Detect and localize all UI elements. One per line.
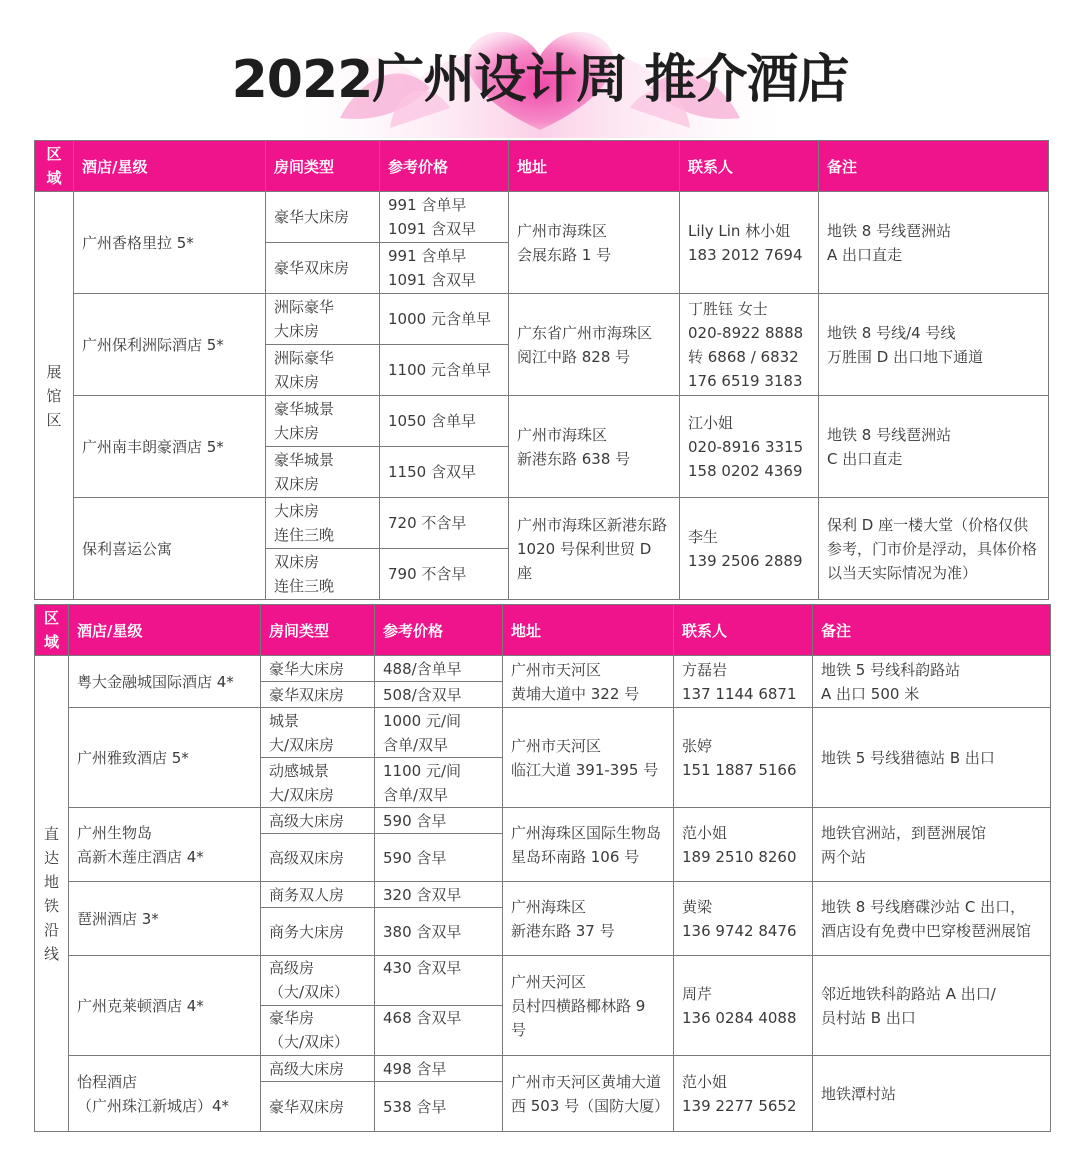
room-price: 320 含双早 [375,882,503,908]
header-price: 参考价格 [375,605,503,656]
room-type: 高级大床房 [261,808,375,834]
address: 广州市海珠区新港东路 1020 号保利世贸 D 座 [509,498,680,600]
hotel-name: 广州保利洲际酒店 5* [74,294,266,396]
header-hotel: 酒店/星级 [69,605,261,656]
contact: 范小姐 189 2510 8260 [674,808,813,882]
hotel-name: 怡程酒店 （广州珠江新城店）4* [69,1056,261,1132]
address: 广州市海珠区 会展东路 1 号 [509,192,680,294]
note: 地铁 8 号线/4 号线 万胜围 D 出口地下通道 [819,294,1049,396]
header-region: 区域 [35,605,69,656]
contact: 张婷 151 1887 5166 [674,708,813,808]
room-type: 豪华双床房 [261,682,375,708]
note: 保利 D 座一楼大堂（价格仅供参考，门市价是浮动，具体价格以当天实际情况为准） [819,498,1049,600]
contact: 方磊岩 137 1144 6871 [674,656,813,708]
header-hotel: 酒店/星级 [74,141,266,192]
hotel-name: 广州雅致酒店 5* [69,708,261,808]
hotel-name: 广州南丰朗豪酒店 5* [74,396,266,498]
page-title: 2022广州设计周 推介酒店 [231,50,849,110]
table-row [35,882,1051,908]
note: 地铁 5 号线科韵路站 A 出口 500 米 [813,656,1051,708]
header-room-type: 房间类型 [266,141,380,192]
room-price: 488/含单早 [375,656,503,682]
room-type: 洲际豪华 大床房 [266,294,380,345]
room-type: 豪华房 （大/双床） [261,1006,375,1056]
contact: 李生 139 2506 2889 [680,498,819,600]
room-type: 豪华双床房 [266,243,380,294]
room-price: 430 含双早 [375,956,503,1006]
note: 地铁 8 号线琶洲站 A 出口直走 [819,192,1049,294]
room-type: 豪华城景 双床房 [266,447,380,498]
room-type: 动感城景 大/双床房 [261,758,375,808]
room-price: 1150 含双早 [380,447,509,498]
region-cell: 直达地铁沿线 [35,656,69,1132]
table-header-row [35,605,1051,656]
header-note: 备注 [813,605,1051,656]
room-price: 790 不含早 [380,549,509,600]
header-contact: 联系人 [674,605,813,656]
contact: 丁胜钰 女士 020-8922 8888 转 6868 / 6832 176 6519 3183 [680,294,819,396]
contact: Lily Lin 林小姐 183 2012 7694 [680,192,819,294]
room-type: 高级双床房 [261,834,375,882]
contact: 周芹 136 0284 4088 [674,956,813,1056]
room-price: 1050 含单早 [380,396,509,447]
room-price: 1000 元含单早 [380,294,509,345]
room-type: 高级大床房 [261,1056,375,1082]
address: 广州天河区 员村四横路椰林路 9 号 [503,956,674,1056]
room-price: 991 含单早 1091 含双早 [380,243,509,294]
address: 广州市海珠区 新港东路 638 号 [509,396,680,498]
hotel-name: 琶洲酒店 3* [69,882,261,956]
hotel-name: 广州生物岛 高新木莲庄酒店 4* [69,808,261,882]
address: 广州市天河区 临江大道 391-395 号 [503,708,674,808]
room-price: 538 含早 [375,1082,503,1132]
room-price: 468 含双早 [375,1006,503,1056]
title-banner [0,0,1080,140]
address: 广州市天河区 黄埔大道中 322 号 [503,656,674,708]
room-type: 豪华城景 大床房 [266,396,380,447]
note: 地铁 8 号线琶洲站 C 出口直走 [819,396,1049,498]
hotel-name: 粤大金融城国际酒店 4* [69,656,261,708]
address: 广东省广州市海珠区 阅江中路 828 号 [509,294,680,396]
hotel-name: 广州克莱顿酒店 4* [69,956,261,1056]
contact: 范小姐 139 2277 5652 [674,1056,813,1132]
table-row [35,656,1051,682]
note: 邻近地铁科韵路站 A 出口/ 员村站 B 出口 [813,956,1051,1056]
table-row [35,294,1049,345]
room-type: 大床房 连住三晚 [266,498,380,549]
header-note: 备注 [819,141,1049,192]
room-price: 991 含单早 1091 含双早 [380,192,509,243]
room-type: 双床房 连住三晚 [266,549,380,600]
room-price: 498 含早 [375,1056,503,1082]
hotel-table-metro [34,604,1051,1132]
room-type: 豪华大床房 [261,656,375,682]
header-address: 地址 [509,141,680,192]
note: 地铁 8 号线磨碟沙站 C 出口， 酒店设有免费中巴穿梭琶洲展馆 [813,882,1051,956]
room-price: 590 含早 [375,808,503,834]
room-type: 城景 大/双床房 [261,708,375,758]
header-price: 参考价格 [380,141,509,192]
hotel-table-exhibition [34,140,1049,600]
table-row [35,956,1051,1006]
header-address: 地址 [503,605,674,656]
note: 地铁 5 号线猎德站 B 出口 [813,708,1051,808]
table-row [35,1056,1051,1082]
table-row [35,192,1049,243]
table-row [35,498,1049,549]
room-price: 380 含双早 [375,908,503,956]
room-price: 590 含早 [375,834,503,882]
header-room-type: 房间类型 [261,605,375,656]
region-cell: 展馆区 [35,192,74,600]
table-row [35,808,1051,834]
room-type: 高级房 （大/双床） [261,956,375,1006]
table-row [35,396,1049,447]
room-type: 洲际豪华 双床房 [266,345,380,396]
hotel-name: 广州香格里拉 5* [74,192,266,294]
contact: 江小姐 020-8916 3315 158 0202 4369 [680,396,819,498]
room-type: 豪华双床房 [261,1082,375,1132]
address: 广州海珠区国际生物岛 星岛环南路 106 号 [503,808,674,882]
table-header-row [35,141,1049,192]
room-type: 商务双人房 [261,882,375,908]
address: 广州市天河区黄埔大道 西 503 号（国防大厦） [503,1056,674,1132]
table-row [35,708,1051,758]
room-price: 508/含双早 [375,682,503,708]
note: 地铁官洲站，到琶洲展馆 两个站 [813,808,1051,882]
room-type: 豪华大床房 [266,192,380,243]
room-price: 1100 元/间 含单/双早 [375,758,503,808]
address: 广州海珠区 新港东路 37 号 [503,882,674,956]
room-price: 720 不含早 [380,498,509,549]
header-contact: 联系人 [680,141,819,192]
note: 地铁潭村站 [813,1056,1051,1132]
room-type: 商务大床房 [261,908,375,956]
room-price: 1000 元/间 含单/双早 [375,708,503,758]
header-region: 区域 [35,141,74,192]
contact: 黄梁 136 9742 8476 [674,882,813,956]
hotel-name: 保利喜运公寓 [74,498,266,600]
room-price: 1100 元含单早 [380,345,509,396]
